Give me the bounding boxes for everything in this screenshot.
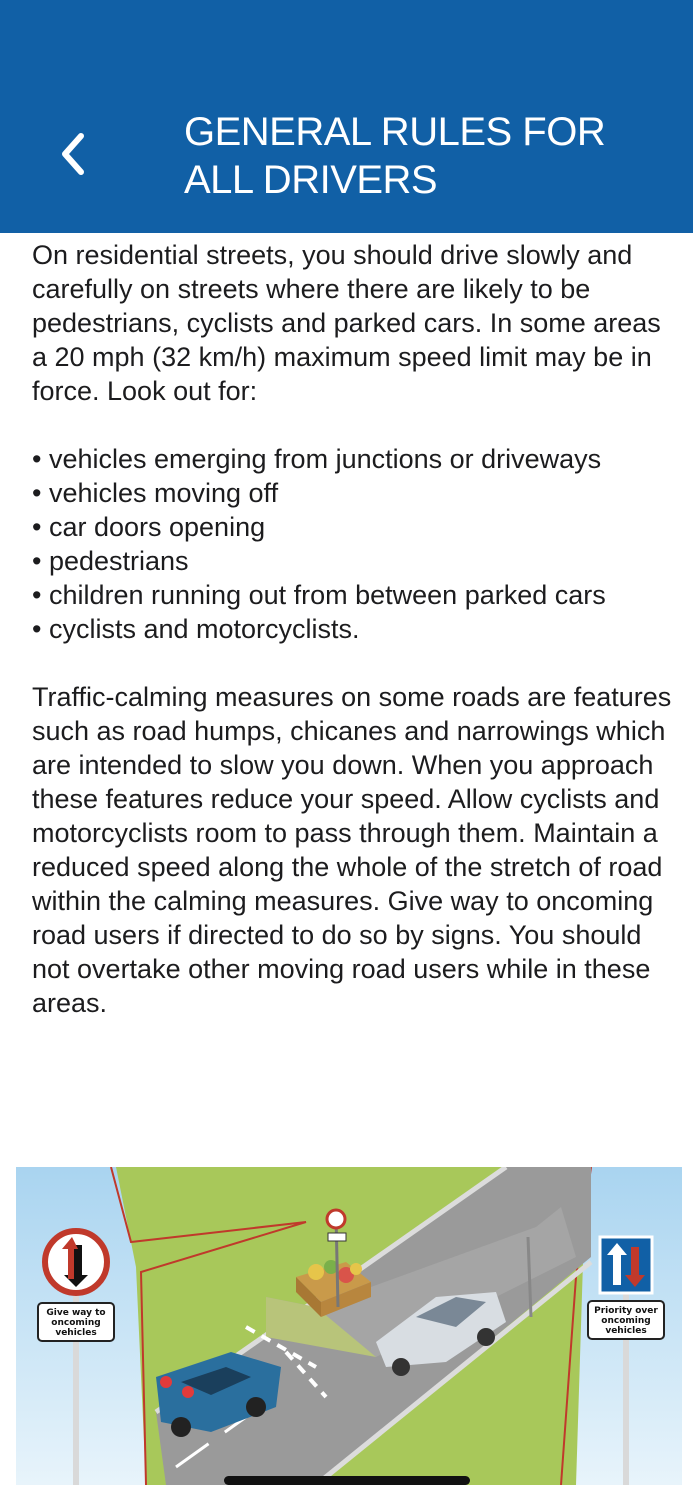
bullet-item: • car doors opening — [32, 512, 266, 542]
traffic-calming-paragraph: Traffic-calming measures on some roads are features such as road humps, chicanes and narrowings which are intended to slow you down. When you approach these features reduce your speed. Allow cyclists and motorcyclists room to pass through them. Maintain a reduced speed along the whole of the stretch of road within the calming measures. Give way to oncoming road users if directed to do so by signs. You should not overtake other moving road users while in these areas. — [32, 682, 672, 1018]
bullet-item: • vehicles emerging from junctions or driveways — [32, 444, 602, 474]
bullet-item: • pedestrians — [32, 546, 189, 576]
page-title: GENERAL RULES FOR ALL DRIVERS — [184, 110, 606, 202]
right-sign-line2: oncoming — [601, 1316, 651, 1326]
chevron-left-icon — [57, 132, 87, 176]
back-button[interactable] — [48, 126, 96, 182]
left-sign-line2: oncoming — [51, 1318, 101, 1328]
app-header — [0, 0, 693, 233]
traffic-calming-illustration — [16, 1167, 682, 1485]
bullet-item: • children running out from between parked cars — [32, 580, 606, 610]
rule-content — [32, 238, 672, 1020]
left-sign-line1: Give way to — [46, 1308, 106, 1318]
bullet-item: • cyclists and motorcyclists. — [32, 614, 360, 644]
intro-paragraph: On residential streets, you should drive slowly and carefully on streets where there are likely to be pedestrians, cyclists and parked cars. In some areas a 20 mph (32 km/h) maximum speed limit may be in force. Look out for: — [32, 240, 661, 406]
bullet-item: • vehicles moving off — [32, 478, 279, 508]
right-sign-line1: Priority over — [594, 1306, 658, 1316]
left-sign-line3: vehicles — [55, 1328, 97, 1338]
right-sign-line3: vehicles — [605, 1326, 647, 1336]
home-indicator[interactable] — [224, 1476, 470, 1485]
